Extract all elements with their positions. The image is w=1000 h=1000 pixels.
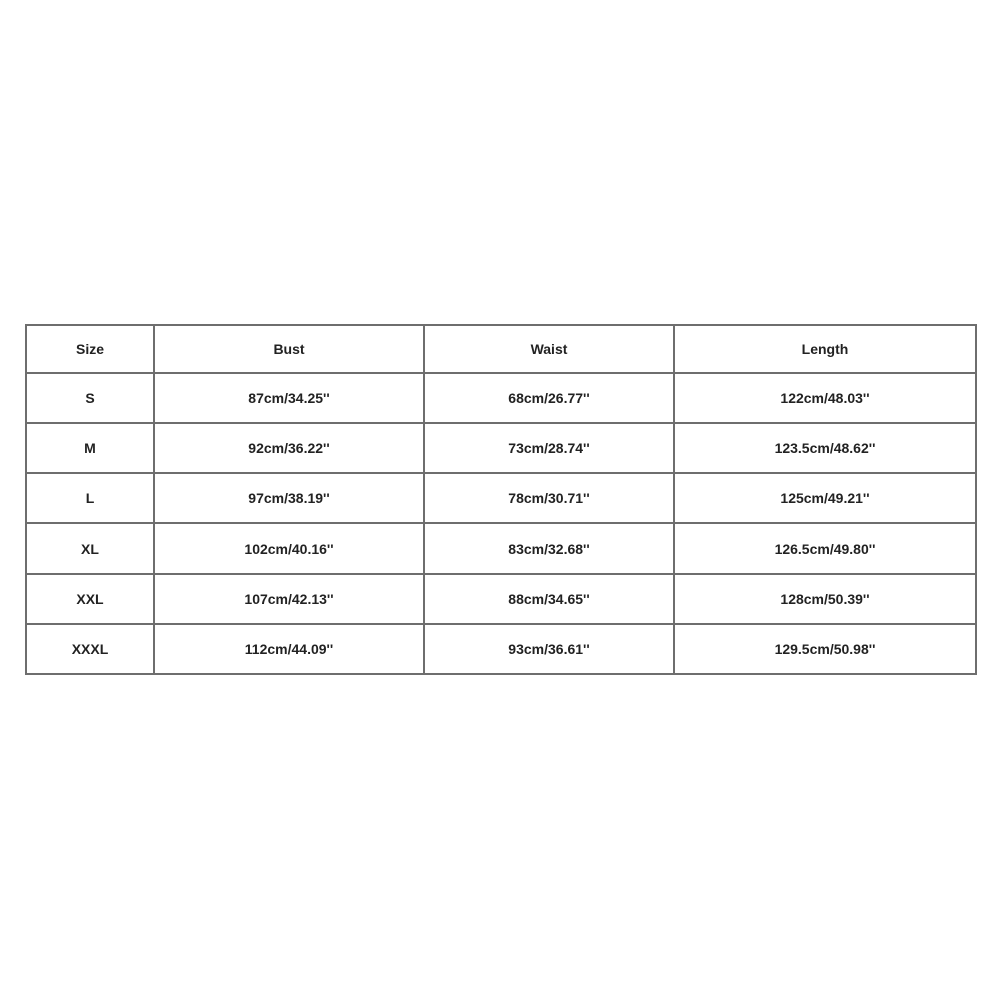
cell-bust: 102cm/40.16'' (154, 523, 424, 573)
table-row (26, 624, 976, 674)
cell-bust: 87cm/34.25'' (154, 373, 424, 423)
cell-size: M (26, 423, 154, 473)
cell-size: S (26, 373, 154, 423)
header-bust: Bust (154, 325, 424, 373)
cell-size: XXXL (26, 624, 154, 674)
cell-length: 129.5cm/50.98'' (674, 624, 976, 674)
cell-waist: 83cm/32.68'' (424, 523, 674, 573)
cell-length: 128cm/50.39'' (674, 574, 976, 624)
cell-bust: 107cm/42.13'' (154, 574, 424, 624)
header-length: Length (674, 325, 976, 373)
cell-waist: 68cm/26.77'' (424, 373, 674, 423)
cell-bust: 112cm/44.09'' (154, 624, 424, 674)
cell-length: 123.5cm/48.62'' (674, 423, 976, 473)
table-row (26, 574, 976, 624)
cell-length: 125cm/49.21'' (674, 473, 976, 523)
cell-bust: 97cm/38.19'' (154, 473, 424, 523)
table-row (26, 473, 976, 523)
size-chart-table (25, 324, 977, 675)
cell-waist: 93cm/36.61'' (424, 624, 674, 674)
cell-size: XL (26, 523, 154, 573)
table-row (26, 373, 976, 423)
header-size: Size (26, 325, 154, 373)
cell-length: 122cm/48.03'' (674, 373, 976, 423)
cell-size: L (26, 473, 154, 523)
cell-waist: 73cm/28.74'' (424, 423, 674, 473)
cell-bust: 92cm/36.22'' (154, 423, 424, 473)
cell-waist: 88cm/34.65'' (424, 574, 674, 624)
cell-length: 126.5cm/49.80'' (674, 523, 976, 573)
table-header-row (26, 325, 976, 373)
cell-size: XXL (26, 574, 154, 624)
table-row (26, 523, 976, 573)
table-row (26, 423, 976, 473)
cell-waist: 78cm/30.71'' (424, 473, 674, 523)
header-waist: Waist (424, 325, 674, 373)
